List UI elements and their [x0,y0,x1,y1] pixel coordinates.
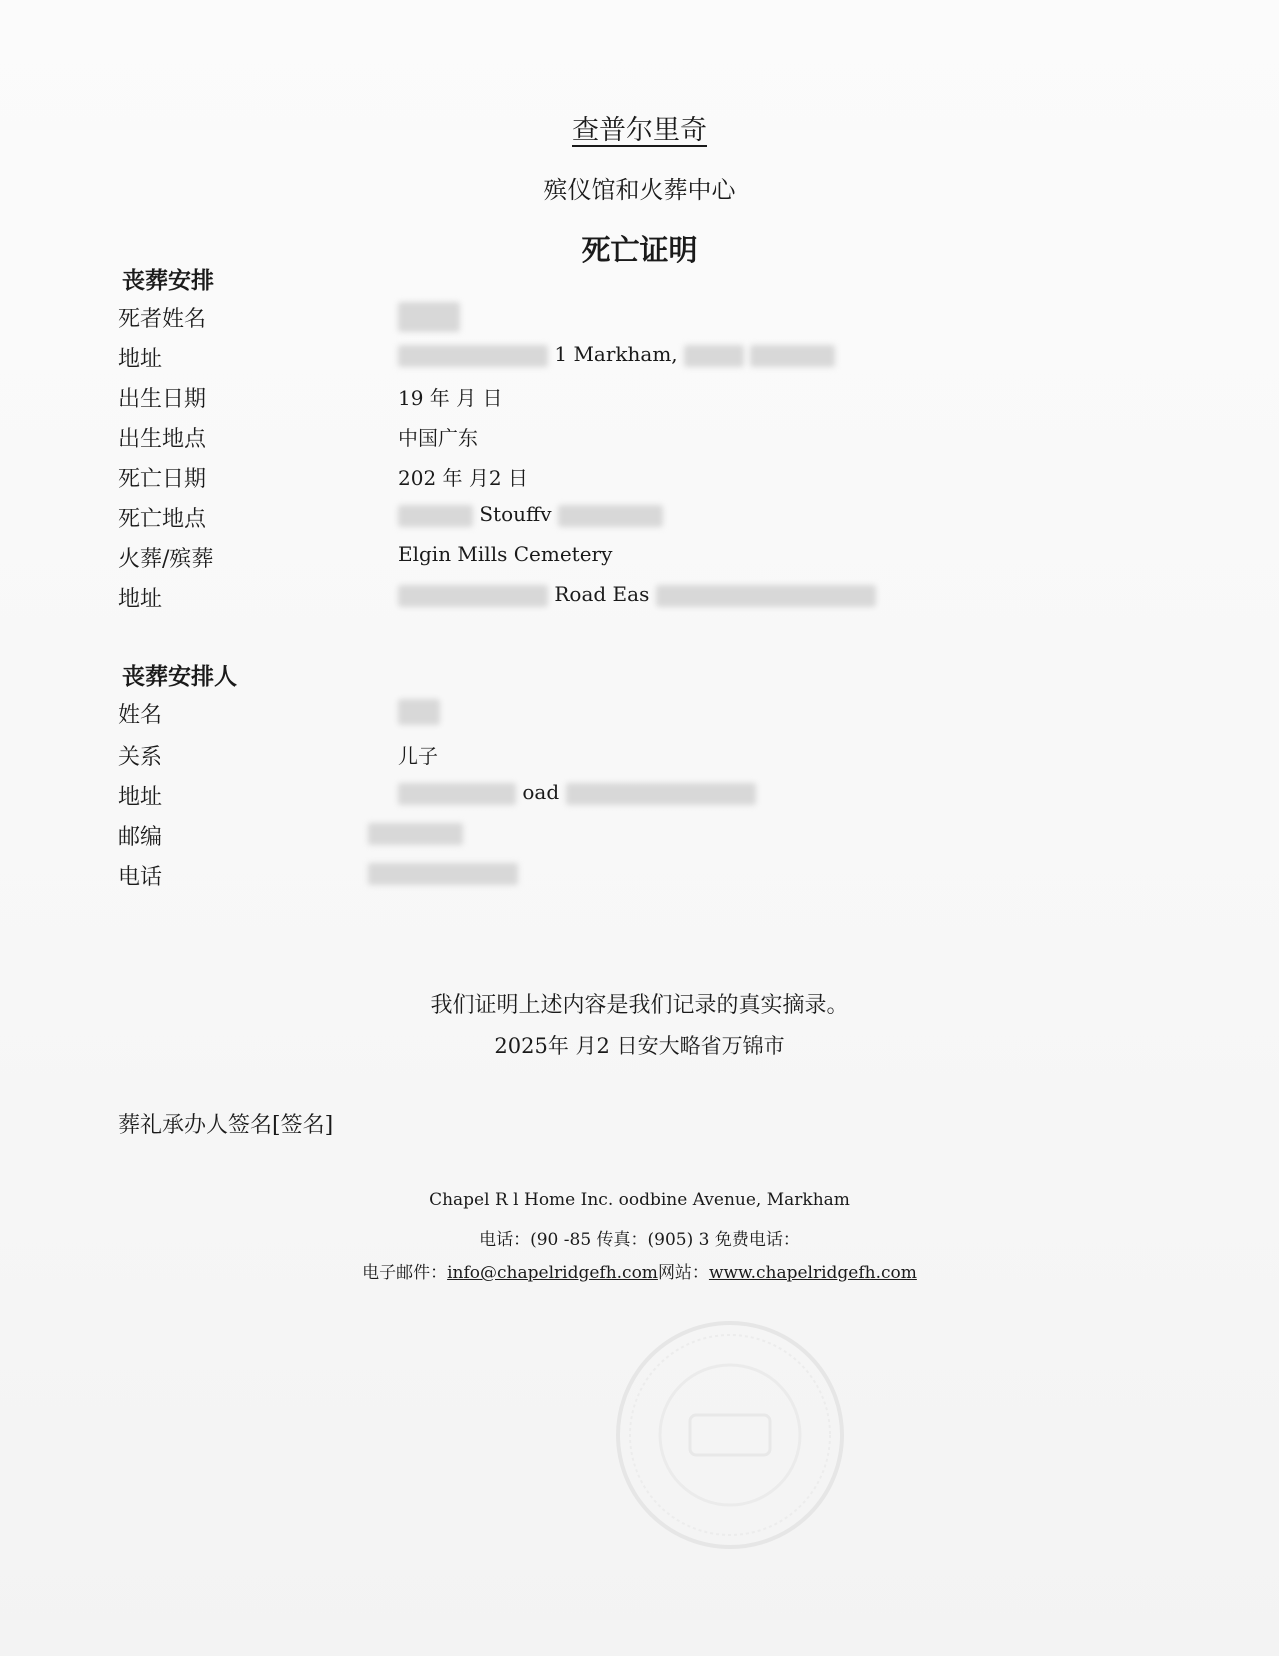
section-heading-arranger: 丧葬安排人 [122,663,237,690]
document-title: 死亡证明 [581,233,698,267]
redacted-block [656,585,876,607]
section-heading-arrangements: 丧葬安排 [122,267,214,294]
redacted-block [398,302,460,332]
signature-line: 葬礼承办人签名[签名] [118,1113,334,1138]
footer-phone-fax: 电话：(90 -85 传真：(905) 3 免费电话： [479,1230,800,1250]
redacted-block [398,699,440,725]
redacted-block [398,505,473,527]
certification-statement: 我们证明上述内容是我们记录的真实摘录。 [430,993,849,1018]
redacted-block [398,585,548,607]
company-name: 查普尔里奇 [572,115,707,146]
redacted-block [368,823,463,845]
document-page: 查普尔里奇 殡仪馆和火葬中心 死亡证明 丧葬安排 死者姓名 地址 1 Markham, 出生日期 19 年 月 日 出生地点 中国广东 死亡日期 202 年 月2 日 死亡地点 Stouffv 火葬/殡葬 Elgin Mills Cemetery 地址 Road Eas 丧葬安排人 姓名 关系 儿子 地址 oad 邮编 电话 我们证明上述内容是我们记录的真实摘录。 2025年 月2 日安大略省万锦市 葬礼承办人签名[签名] Chapel R l Home Inc. oodbine Avenue, Markham 电话：(90 -85 传真：(905) 3 免费电话： 电子邮件：info@chapelridgefh.com网站：www.chapelridgefh.com [0,0,1279,1656]
redacted-block [558,505,663,527]
website-link[interactable]: www.chapelridgefh.com [708,1263,917,1283]
email-link[interactable]: info@chapelridgefh.com [447,1263,658,1283]
embossed-seal-icon [610,1315,850,1555]
footer-company-address: Chapel R l Home Inc. oodbine Avenue, Markham [429,1190,850,1210]
redacted-block [398,345,548,367]
redacted-block [684,345,744,367]
company-subtitle: 殡仪馆和火葬中心 [543,176,736,204]
redacted-block [566,783,756,805]
redacted-block [750,345,835,367]
footer-contact: 电子邮件：info@chapelridgefh.com网站：www.chapelridgefh.com [362,1263,917,1283]
certification-date-place: 2025年 月2 日安大略省万锦市 [494,1034,785,1058]
redacted-block [398,783,516,805]
redacted-block [368,863,518,885]
